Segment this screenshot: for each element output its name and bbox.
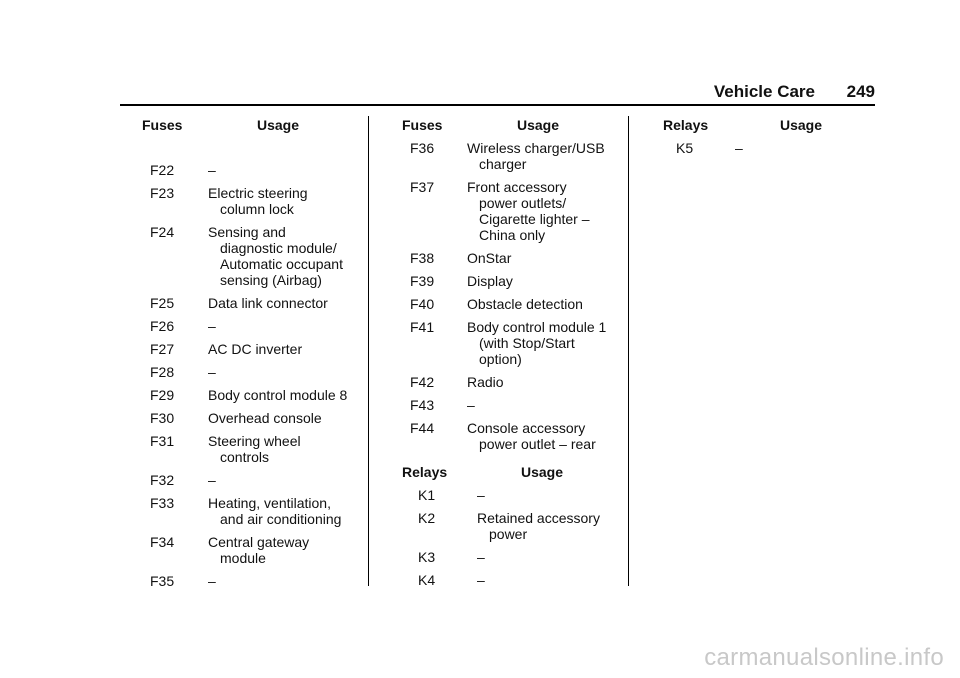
item-code: K4 xyxy=(418,572,436,588)
usage-header: Usage xyxy=(780,117,823,133)
item-code: K1 xyxy=(418,487,436,503)
section-title: Vehicle Care xyxy=(713,82,815,101)
item-code: F35 xyxy=(150,573,175,589)
fuses-header: Fuses xyxy=(402,117,443,133)
item-code: K5 xyxy=(676,140,694,156)
item-code: F32 xyxy=(150,472,175,488)
item-usage: Steering wheel controls xyxy=(208,433,301,465)
item-usage: – xyxy=(208,472,216,488)
item-code: F37 xyxy=(410,179,435,195)
item-usage: – xyxy=(477,572,485,588)
item-code: F24 xyxy=(150,224,175,240)
item-code: F33 xyxy=(150,495,175,511)
item-code: K2 xyxy=(418,510,436,526)
item-usage: Central gateway module xyxy=(208,534,310,566)
item-code: F42 xyxy=(410,374,435,390)
item-usage: Wireless charger/USB charger xyxy=(467,140,605,172)
watermark: carmanualsonline.info xyxy=(704,644,944,671)
item-usage: Retained accessory power xyxy=(477,510,600,542)
item-code: F38 xyxy=(410,250,435,266)
item-code: F26 xyxy=(150,318,175,334)
item-usage: Front accessory power outlets/ Cigarette lighter – China only xyxy=(467,179,590,243)
item-code: F25 xyxy=(150,295,175,311)
item-usage: OnStar xyxy=(467,250,512,266)
item-code: F22 xyxy=(150,162,175,178)
item-code: F44 xyxy=(410,420,435,436)
item-usage: – xyxy=(208,162,216,178)
item-usage: – xyxy=(477,487,485,503)
item-code: K3 xyxy=(418,549,436,565)
item-code: F27 xyxy=(150,341,175,357)
item-usage: – xyxy=(467,397,475,413)
item-code: F29 xyxy=(150,387,175,403)
item-code: F31 xyxy=(150,433,175,449)
item-code: F41 xyxy=(410,319,435,335)
usage-header: Usage xyxy=(257,117,300,133)
item-usage: Radio xyxy=(467,374,504,390)
relays-header: Relays xyxy=(663,117,709,133)
item-usage: – xyxy=(477,549,485,565)
usage-header: Usage xyxy=(517,117,560,133)
item-usage: Sensing and diagnostic module/ Automatic occupant sensing (Airbag) xyxy=(208,224,343,288)
item-usage: Display xyxy=(467,273,513,289)
item-usage: Electric steering column lock xyxy=(208,185,308,217)
page-number: 249 xyxy=(846,82,875,101)
item-usage: AC DC inverter xyxy=(208,341,303,357)
item-code: F43 xyxy=(410,397,435,413)
item-usage: Body control module 8 xyxy=(208,387,348,403)
fuses-header: Fuses xyxy=(142,117,183,133)
item-usage: – xyxy=(208,364,216,380)
item-usage: Heating, ventilation, and air conditioning xyxy=(208,495,342,527)
item-code: F39 xyxy=(410,273,435,289)
item-code: F28 xyxy=(150,364,175,380)
page-header xyxy=(120,82,875,106)
item-usage: – xyxy=(208,318,216,334)
relays-header: Relays xyxy=(402,464,448,480)
item-usage: – xyxy=(208,573,216,589)
item-usage: Body control module 1 (with Stop/Start option) xyxy=(467,319,607,367)
item-code: F23 xyxy=(150,185,175,201)
item-usage: Obstacle detection xyxy=(467,296,583,312)
item-code: F36 xyxy=(410,140,435,156)
item-code: F40 xyxy=(410,296,435,312)
item-code: F30 xyxy=(150,410,175,426)
item-usage: Console accessory power outlet – rear xyxy=(467,420,596,452)
item-usage: Data link connector xyxy=(208,295,328,311)
item-usage: – xyxy=(735,140,743,156)
item-usage: Overhead console xyxy=(208,410,322,426)
item-code: F34 xyxy=(150,534,175,550)
usage-header: Usage xyxy=(521,464,564,480)
